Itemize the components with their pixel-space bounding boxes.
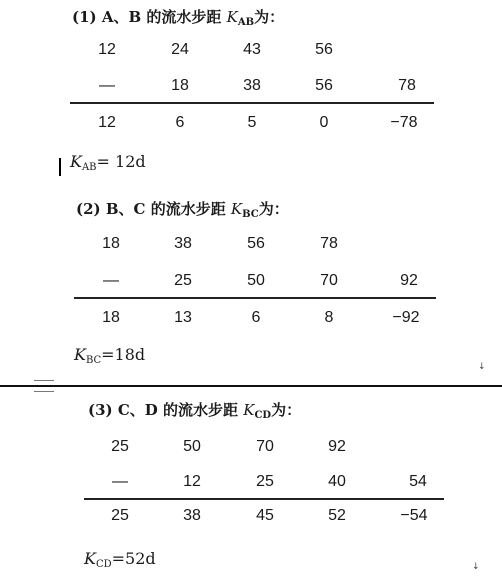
section-2-label: (2) B、C 的流水步距: [76, 200, 231, 218]
s1-result-k: K: [70, 152, 82, 171]
paragraph-mark-1: ↓: [478, 362, 486, 372]
s2-r1-c4: 78: [320, 235, 338, 252]
s1-r3-c3: 5: [247, 114, 257, 131]
s3-r1-c1: 25: [111, 438, 129, 455]
section-3-label: (3) C、D 的流水步距: [88, 401, 244, 419]
page-break-marker: [34, 380, 54, 392]
section-2-k-sub: BC: [242, 209, 259, 220]
section-1-k-sub: AB: [237, 17, 255, 28]
s3-result: [84, 549, 156, 570]
s3-r3-c2: 38: [183, 507, 201, 524]
s1-r3-c2: 6: [175, 114, 185, 131]
s3-result-value: =52d: [111, 549, 156, 568]
s1-result: [70, 152, 146, 173]
s1-rule: [70, 102, 434, 104]
section-2-title: [76, 198, 289, 220]
text-cursor: [59, 158, 61, 176]
paragraph-mark-2: ↓: [472, 562, 480, 572]
s3-r2-c3: 25: [256, 473, 274, 490]
section-2-k: K: [230, 200, 243, 218]
s1-r3-c1: 12: [98, 114, 116, 131]
s1-r3-c4: 0: [319, 114, 329, 131]
s2-r2-c1: —: [103, 272, 119, 289]
s3-result-k: K: [84, 549, 96, 568]
s2-r1-c1: 18: [102, 235, 120, 252]
s2-result-sub: BC: [85, 355, 102, 366]
section-1-label: (1) A、B 的流水步距: [72, 8, 227, 26]
s2-r1-c2: 38: [174, 235, 192, 252]
s2-r2-c3: 50: [247, 272, 265, 289]
s3-r3-c1: 25: [111, 507, 129, 524]
s2-r2-c2: 25: [174, 272, 192, 289]
s3-r3-c5: −54: [400, 507, 428, 524]
s3-r2-c1: —: [112, 473, 128, 490]
section-3-k: K: [243, 401, 255, 419]
s2-r3-c1: 18: [102, 309, 120, 326]
s2-r2-c5: 92: [400, 272, 418, 289]
s3-r1-c4: 92: [328, 438, 346, 455]
s1-r2-c1: —: [99, 77, 115, 94]
s2-result-value: =18d: [101, 345, 146, 364]
s3-r1-c3: 70: [256, 438, 274, 455]
s1-r1-c4: 56: [315, 41, 333, 58]
s2-r3-c3: 6: [251, 309, 261, 326]
s1-r1-c1: 12: [98, 41, 116, 58]
section-3-suffix: 为：: [271, 401, 302, 419]
s3-r3-c4: 52: [328, 507, 346, 524]
s1-result-sub: AB: [81, 162, 97, 173]
s2-r3-c5: −92: [392, 309, 420, 326]
s1-result-value: = 12d: [96, 152, 146, 171]
s2-result-k: K: [74, 345, 86, 364]
s3-rule: [84, 498, 444, 500]
section-3-title: [88, 399, 301, 421]
s3-r2-c4: 40: [328, 473, 346, 490]
s2-r1-c3: 56: [247, 235, 265, 252]
s2-result: [74, 345, 145, 366]
section-1-suffix: 为：: [254, 8, 285, 26]
s2-r3-c2: 13: [174, 309, 192, 326]
section-1-k: K: [226, 8, 238, 26]
s3-r2-c2: 12: [183, 473, 201, 490]
s1-r1-c2: 24: [171, 41, 189, 58]
s2-rule: [74, 297, 436, 299]
s3-r2-c5: 54: [409, 473, 427, 490]
s2-r3-c4: 8: [324, 309, 334, 326]
section-2-suffix: 为：: [258, 200, 289, 218]
s1-r1-c3: 43: [243, 41, 261, 58]
s2-r2-c4: 70: [320, 272, 338, 289]
s1-r2-c4: 56: [315, 77, 333, 94]
section-3-k-sub: CD: [254, 410, 272, 421]
page-break-line: [0, 385, 502, 387]
s3-r1-c2: 50: [183, 438, 201, 455]
s1-r3-c5: −78: [390, 114, 418, 131]
s3-result-sub: CD: [95, 559, 112, 570]
s1-r2-c5: 78: [398, 77, 416, 94]
s1-r2-c3: 38: [243, 77, 261, 94]
s1-r2-c2: 18: [171, 77, 189, 94]
section-1-title: [72, 6, 284, 28]
s3-r3-c3: 45: [256, 507, 274, 524]
